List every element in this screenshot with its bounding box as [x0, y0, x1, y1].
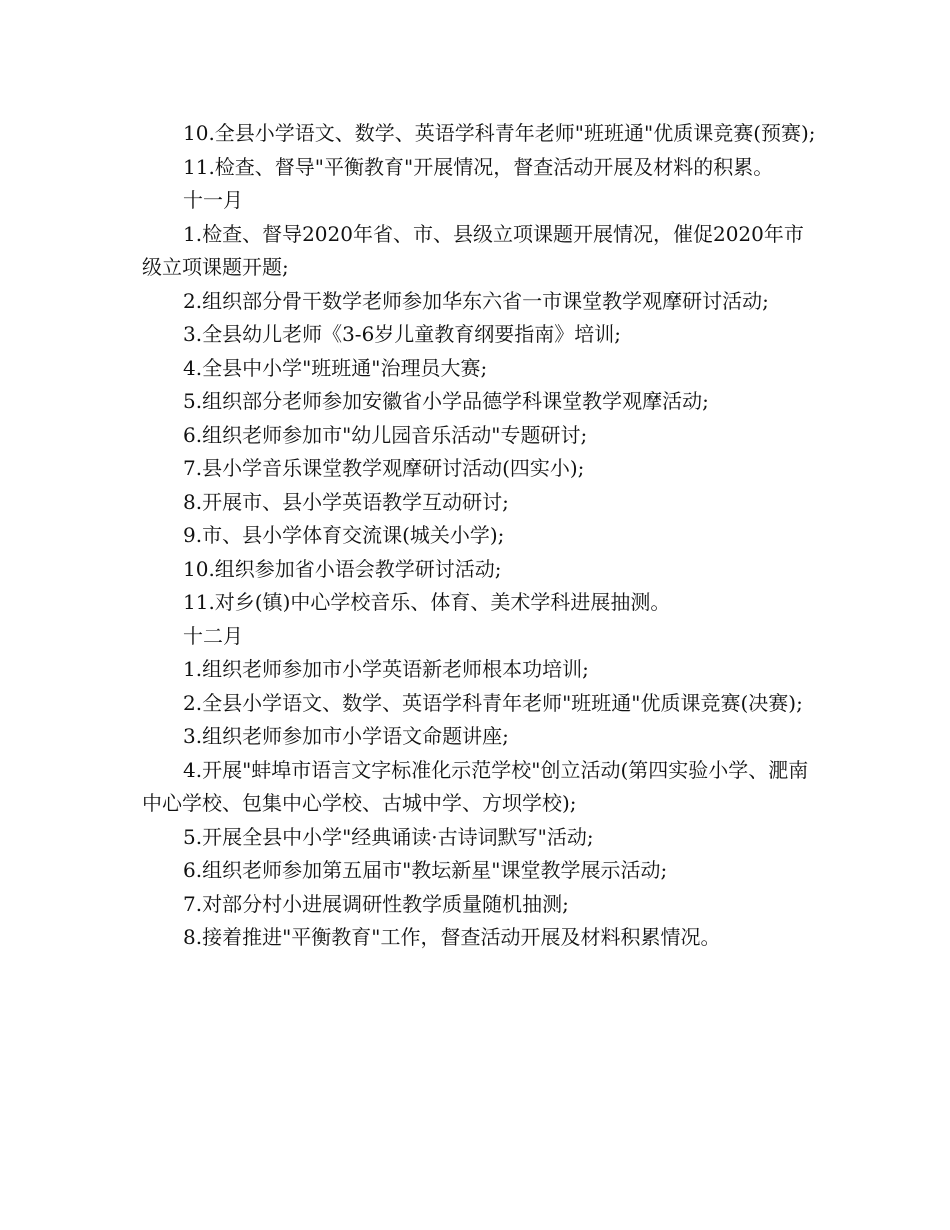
paragraph-item: 4.开展"蚌埠市语言文字标准化示范学校"创立活动(第四实验小学、淝南中心学校、包集中心学校、古城中学、方坝学校);	[142, 757, 809, 815]
paragraph-item: 8.开展市、县小学英语教学互动研讨;	[183, 489, 509, 514]
paragraph-item: 5.开展全县中小学"经典诵读·古诗词默写"活动;	[183, 824, 594, 849]
paragraph-item: 4.全县中小学"班班通"治理员大赛;	[183, 355, 488, 380]
paragraph-item: 7.县小学音乐课堂教学观摩研讨活动(四实小);	[183, 456, 585, 480]
paragraph-item: 10.组织参加省小语会教学研讨活动;	[183, 556, 502, 581]
paragraph-item: 10.全县小学语文、数学、英语学科青年老师"班班通"优质课竞赛(预赛);	[183, 121, 816, 145]
paragraph-item: 7.对部分村小进展调研性教学质量随机抽测;	[183, 891, 569, 916]
month-heading-december: 十二月	[183, 623, 243, 648]
paragraph-item: 6.组织老师参加第五届市"教坛新星"课堂教学展示活动;	[183, 858, 668, 882]
paragraph-item: 2.组织部分骨干数学老师参加华东六省一市课堂教学观摩研讨活动;	[183, 288, 769, 313]
paragraph-item: 1.检查、督导2020年省、市、县级立项课题开展情况，催促2020年市级立项课题开题;	[142, 221, 804, 279]
paragraph-item: 3.组织老师参加市小学语文命题讲座;	[183, 724, 509, 748]
paragraph-item: 5.组织部分老师参加安徽省小学品德学科课堂教学观摩活动;	[183, 389, 709, 413]
paragraph-item: 3.全县幼儿老师《3-6岁儿童教育纲要指南》培训;	[183, 322, 622, 346]
document-page	[142, 117, 817, 955]
paragraph-item: 11.对乡(镇)中心学校音乐、体育、美术学科进展抽测。	[183, 590, 671, 614]
paragraph-item: 2.全县小学语文、数学、英语学科青年老师"班班通"优质课竞赛(决赛);	[183, 690, 803, 715]
paragraph-item: 8.接着推进"平衡教育"工作，督查活动开展及材料积累情况。	[183, 925, 721, 949]
paragraph-item: 11.检查、督导"平衡教育"开展情况，督查活动开展及材料的积累。	[183, 154, 774, 179]
month-heading-november: 十一月	[183, 188, 243, 212]
paragraph-item: 6.组织老师参加市"幼儿园音乐活动"专题研讨;	[183, 422, 588, 447]
paragraph-item: 1.组织老师参加市小学英语新老师根本功培训;	[183, 657, 589, 681]
paragraph-item: 9.市、县小学体育交流课(城关小学);	[183, 523, 505, 547]
